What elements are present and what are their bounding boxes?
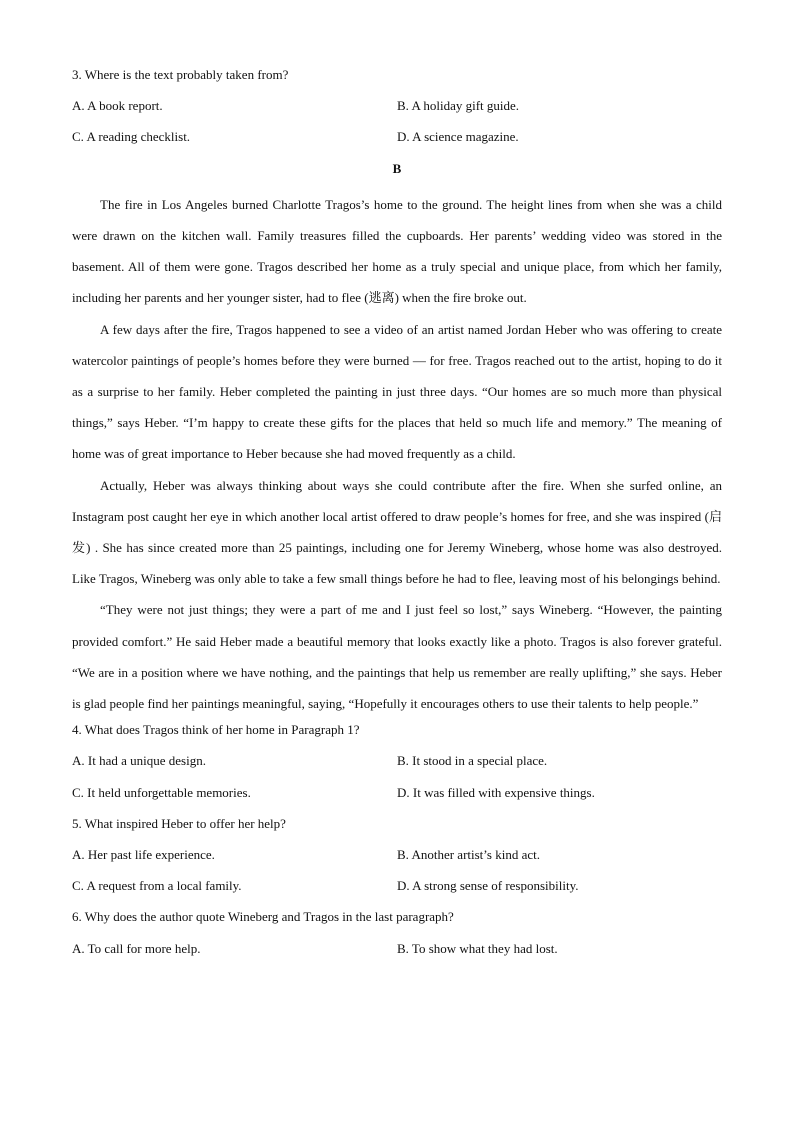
- option-c: C. It held unforgettable memories.: [72, 784, 251, 800]
- option-b: B. Another artist’s kind act.: [397, 846, 540, 862]
- passage-paragraph: Actually, Heber was always thinking about ways she could contribute after the fire. When she surfed online, an Instagram post caught her eye in which another local artist offered to draw people’s homes for free, and she was inspired (启发) . She has since created more than 25 paintings, including one for Jeremy Wineberg, whose home was also destroyed. Like Tragos, Wineberg was only able to take a few small things before he had to flee, leaving most of his belongings behind.: [72, 477, 722, 587]
- option-row: [72, 95, 722, 126]
- question-4: [72, 719, 722, 813]
- option-b: B. To show what they had lost.: [397, 940, 558, 956]
- passage-paragraph: A few days after the fire, Tragos happened to see a video of an artist named Jordan Heber who was offering to create watercolor paintings of people’s homes before they were burned — for free. Tragos reached out to the artist, hoping to do it as a surprise to her family. Heber completed the painting in just three days. “Our homes are so much more than physical things,” says Heber. “I’m happy to create these gifts for the places that held so much life and memory.” The meaning of home was of great importance to Heber because she had moved frequently as a child.: [72, 321, 722, 462]
- question-5: [72, 813, 722, 907]
- option-row: [72, 938, 722, 969]
- question-stem: 4. What does Tragos think of her home in Paragraph 1?: [72, 722, 360, 738]
- option-c: C. A request from a local family.: [72, 878, 242, 894]
- option-d: D. It was filled with expensive things.: [397, 784, 595, 800]
- option-d: D. A science magazine.: [397, 129, 519, 145]
- option-a: A. It had a unique design.: [72, 753, 206, 769]
- question-stem: 6. Why does the author quote Wineberg and Tragos in the last paragraph?: [72, 909, 454, 925]
- option-a: A. To call for more help.: [72, 940, 201, 956]
- section-heading: B: [392, 160, 402, 176]
- option-a: A. Her past life experience.: [72, 846, 215, 862]
- passage-paragraph: “They were not just things; they were a part of me and I just feel so lost,” says Wineberg. “However, the painting provided comfort.” He said Heber made a beautiful memory that looks exactly like a photo. Tragos is also forever grateful. “We are in a position where we have nothing, and the paintings that help us remember are really uplifting,” she says. Heber is glad people find her paintings meaningful, saying, “Hopefully it encourages others to use their talents to help people.”: [72, 602, 722, 711]
- question-6: [72, 906, 722, 968]
- option-row: [72, 875, 722, 906]
- question-stem: 3. Where is the text probably taken from?: [72, 67, 289, 82]
- question-3: [72, 64, 722, 158]
- option-c: C. A reading checklist.: [72, 129, 191, 145]
- option-b: B. It stood in a special place.: [397, 753, 548, 769]
- option-b: B. A holiday gift guide.: [397, 98, 520, 114]
- option-row: [72, 126, 722, 157]
- option-row: [72, 782, 722, 813]
- question-stem: 5. What inspired Heber to offer her help?: [72, 815, 286, 831]
- option-a: A. A book report.: [72, 98, 163, 114]
- option-row: [72, 844, 722, 875]
- passage-paragraph: The fire in Los Angeles burned Charlotte Tragos’s home to the ground. The height lines from when she was a child were drawn on the kitchen wall. Family treasures filled the cupboards. Her parents’ wedding video was stored in the basement. All of them were gone. Tragos described her home as a truly special and unique place, from which her family, including her parents and her younger sister, had to flee (逃离) when the fire broke out.: [72, 196, 722, 306]
- option-d: D. A strong sense of responsibility.: [397, 878, 579, 894]
- document-page: [72, 64, 722, 969]
- option-row: [72, 750, 722, 781]
- passage: [72, 189, 722, 719]
